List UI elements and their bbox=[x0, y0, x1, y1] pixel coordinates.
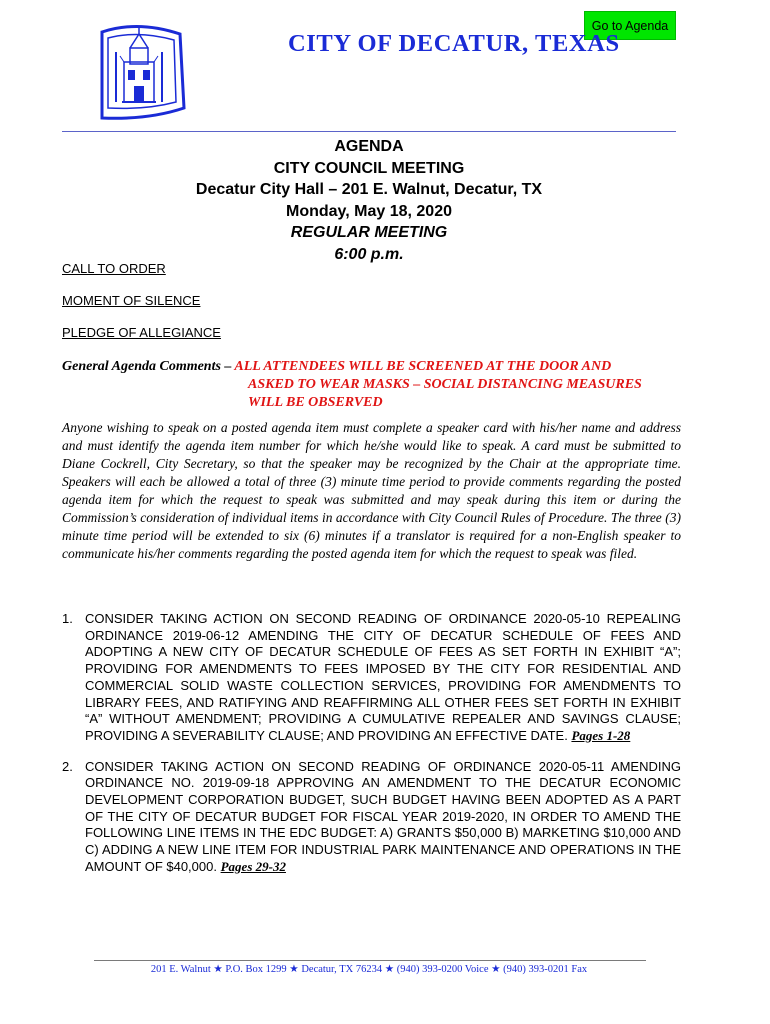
speaker-instructions: Anyone wishing to speak on a posted agenda item must complete a speaker card with his/her name and address and must identify the agenda item number for which he/she would like to speak. A card must be submitted to Diane Cockrell, City Secretary, so that the speaker may be recognized by the Chair at the appropriate time. Speakers will each be allowed a total of three (3) minute time period to provide comments regarding the posted agenda item for which the request to speak was submitted and may speak during this item or during the Commission’s consideration of individual items in accordance with City Council Rules of Procedure. The three (3) minute time period will be extended to six (6) minutes if a translator is required for a non-English speaker to communicate his/her comments regarding the posted agenda item for which the request to speak was filed. bbox=[62, 420, 681, 561]
meeting-name: CITY COUNCIL MEETING bbox=[273, 159, 465, 177]
call-to-order-link[interactable]: CALL TO ORDER bbox=[62, 261, 166, 276]
covid-notice-line1: ALL ATTENDEES WILL BE SCREENED AT THE DOOR AND bbox=[234, 359, 612, 374]
agenda-item-number: 1. bbox=[62, 611, 73, 626]
agenda-item-number: 2. bbox=[62, 758, 73, 774]
moment-of-silence-link[interactable]: MOMENT OF SILENCE bbox=[62, 293, 201, 308]
agenda-item-text: CONSIDER TAKING ACTION ON SECOND READING OF ORDINANCE 2020-05-11 AMENDING ORDINANCE NO. 2019-09-18 APPROVING AN AMENDMENT TO THE DECATUR ECONOMIC DEVELOPMENT CORPORATION BUDGET, SUCH BUDGET HAVING BEEN ADOPTED AS A PART OF THE CITY OF DECATUR BUDGET FOR FISCAL YEAR 2019-2020, IN ORDER TO AMEND THE FOLLOWING LINE ITEMS IN THE EDC BUDGET: A) GRANTS $50,000 B) MARKETING $10,000 AND C) ADDING A NEW LINE ITEM FOR INDUSTRIAL PARK MAINTENANCE AND OPERATIONS IN THE AMOUNT OF $40,000. bbox=[85, 758, 681, 874]
header-divider bbox=[62, 131, 676, 132]
meeting-type: REGULAR MEETING bbox=[290, 224, 448, 241]
agenda-item-text: CONSIDER TAKING ACTION ON SECOND READING OF ORDINANCE 2020-05-10 REPEALING ORDINANCE 2019-06-12 AMENDING THE CITY OF DECATUR SCHEDULE OF FEES AND ADOPTING A NEW CITY OF DECATUR SCHEDULE OF FEES AS SET FORTH IN EXHIBIT “A”; PROVIDING FOR AMENDMENTS TO FEES IMPOSED BY THE CITY FOR RESIDENTIAL AND COMMERCIAL SOLID WASTE COLLECTION SERVICES, PROVIDING FOR AMENDMENTS TO LIBRARY FEES, AND RATIFYING AND REAFFIRMING ALL OTHER FEES SET FORTH IN EXHIBIT “A” WITHOUT AMENDMENT; PROVIDING A CUMULATIVE REPEALER AND SAVINGS CLAUSE; PROVIDING A SEVERABILITY CLAUSE; AND PROVIDING AN EFFECTIVE DATE. bbox=[85, 611, 681, 743]
footer-divider bbox=[94, 960, 646, 961]
go-to-agenda-button[interactable]: Go to Agenda bbox=[584, 11, 676, 40]
agenda-item-pages-link[interactable]: Pages 29-32 bbox=[220, 858, 286, 874]
general-agenda-comments bbox=[62, 358, 682, 412]
agenda-heading bbox=[62, 136, 676, 265]
general-comments-label: General Agenda Comments – bbox=[62, 359, 235, 374]
agenda-title: AGENDA bbox=[334, 138, 404, 155]
meeting-location: Decatur City Hall – 201 E. Walnut, Decatur, TX bbox=[195, 181, 543, 198]
meeting-date: Monday, May 18, 2020 bbox=[286, 202, 452, 220]
city-logo bbox=[88, 22, 188, 126]
agenda-item-2 bbox=[62, 759, 681, 876]
agenda-item-pages-link[interactable]: Pages 1-28 bbox=[571, 727, 631, 743]
agenda-items-list bbox=[62, 611, 681, 890]
city-title: CITY OF DECATUR, TEXAS bbox=[288, 30, 620, 57]
meeting-time: 6:00 p.m. bbox=[334, 245, 404, 263]
covid-notice-line2: ASKED TO WEAR MASKS – SOCIAL DISTANCING MEASURES bbox=[248, 377, 642, 392]
pledge-of-allegiance-link[interactable]: PLEDGE OF ALLEGIANCE bbox=[62, 325, 221, 340]
footer-contact: 201 E. Walnut ★ P.O. Box 1299 ★ Decatur, TX 76234 ★ (940) 393-0200 Voice ★ (940) 393-0201 Fax bbox=[150, 964, 588, 975]
covid-notice-line3: WILL BE OBSERVED bbox=[248, 395, 383, 410]
agenda-item-1 bbox=[62, 611, 681, 745]
